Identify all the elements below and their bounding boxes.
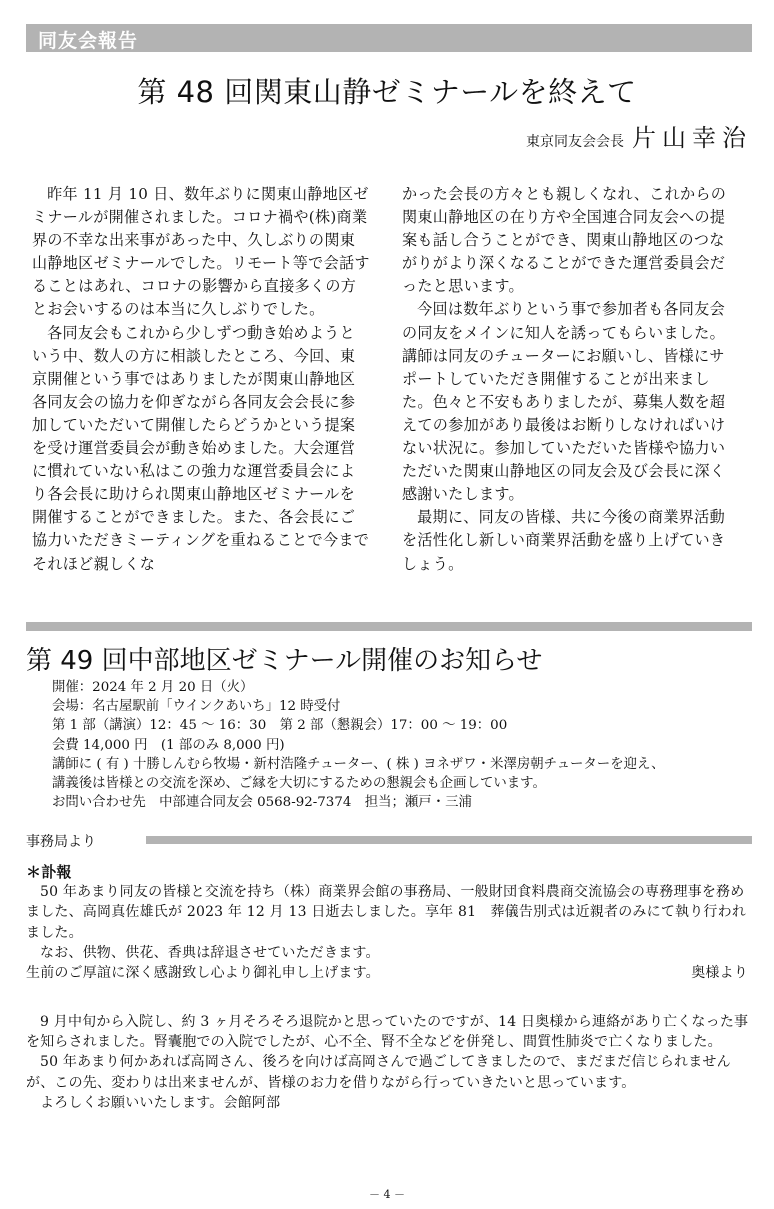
article-column-right [402,183,740,576]
paragraph: 各同友会もこれから少しずつ動き始めようという中、数人の方に相談したところ、今回、東京開催という事ではありましたが関東山静地区各同友会の協力を仰ぎながら各同友会会長に参加していただいて開催したらどうかという提案を受け運営委員会が動き始めました。大会運営に慣れていない私はこの強力な運営委員会により各会長に助けられ関東山静地区ゼミナールを開催することができました。また、各会長にご協力いただきミーティングを重ねることで今までそれほど親しくな [32,323,370,573]
article-title: 第 48 回関東山静ゼミナールを終えて [137,75,637,109]
notice-line: 会費 14,000 円 (1 部のみ 8,000 円) [52,737,285,753]
paragraph: 50 年あまり何かあれば高岡さん、後ろを向けば高岡さんで過ごしてきましたので、まだまだ信じられませんが、この先、変わりは出来ませんが、皆様のお力を借りながら行っていきたいと思っています。 [26,1054,731,1091]
obituary-heading: ＊訃報 [26,863,72,881]
closing-line: 生前のご厚誼に深く感謝致し心より御礼申し上げます。 [26,965,380,982]
page-number: － 4 － [369,1188,405,1201]
notice-line: 開催：2024 年 2 月 20 日（火） [52,680,254,695]
article-column-left [32,183,370,576]
section-label: 同友会報告 [38,30,139,52]
obituary-block [26,862,754,983]
notice-line: 講師に ( 有 ) 十勝しんむら牧場・新村浩隆チューター、( 株 ) ヨネザワ・米澤房朝チューターを迎え、 [52,756,665,772]
author-role: 東京同友会会長 [526,134,624,150]
office-rule [146,836,752,844]
office-label: 事務局より [26,834,96,850]
author-name: 片山幸治 [632,124,752,152]
paragraph: なお、供物、供花、香典は辞退させていただきます。 [40,944,380,961]
notice-line: お問い合わせ先 中部連合同友会 0568-92-7374 担当；瀬戸・三浦 [52,795,472,811]
paragraph [26,963,754,983]
paragraph: よろしくお願いいたします。会館阿部 [40,1094,281,1111]
paragraph: 今回は数年ぶりという事で参加者も各同友会の同友をメインに知人を誘ってもらいました。講師は同友のチューターにお願いし、皆様にサポートしていただき開催することが出来ました。色々と不安もありましたが、募集人数を超えての参加があり最後はお断りしなければいけない状況に。参加していただいた皆様や協力いただいた関東山静地区の同友会及び会長に深く感謝いたします。 [402,300,726,504]
signature: 奥様より [691,965,748,982]
notice-line: 講義後は皆様との交流を深め、ご縁を大切にするための懇親会も企画しています。 [52,776,546,792]
seminar-notice [52,678,665,812]
paragraph: かった会長の方々とも親しくなれ、これからの関東山静地区の在り方や全国連合同友会への提案も話し合うことができ、関東山静地区のつながりがより深くなることができた運営委員会だったと思います。 [402,185,727,296]
section-header-bar [26,24,752,52]
divider [26,622,752,631]
notice-line: 第 1 部（講演）12：45 ～ 16：30 第 2 部（懇親会）17：00 ～ 19：00 [52,718,508,734]
paragraph: 9 月中旬から入院し、約 3 ヶ月そろそろ退院かと思っていたのですが、14 日奥様から連絡があり亡くなった事を知らされました。腎囊胞での入院でしたが、心不全、腎不全などを併発し、間質性肺炎で亡くなりました。 [26,1014,749,1051]
author-line [526,118,752,153]
notice-title: 第 49 回中部地区ゼミナール開催のお知らせ [26,646,543,676]
paragraph: 50 年あまり同友の皆様と交流を持ち（株）商業界会館の事務局、一般財団食料農商交流協会の専務理事を務めました、高岡真佐雄氏が 2023 年 12 月 13 日逝去しました。享年 81 葬儀告別式は近親者のみにて執り行われました。 [26,884,747,941]
message-block [26,1012,754,1113]
paragraph: 昨年 11 月 10 日、数年ぶりに関東山静地区ゼミナールが開催されました。コロナ禍や(株)商業界の不幸な出来事があった中、久しぶりの関東山静地区ゼミナールでした。リモート等で会話することはあれ、コロナの影響から直接多くの方とお会いするのは本当に久しぶりでした。 [32,185,370,319]
paragraph: 最期に、同友の皆様、共に今後の商業界活動を活性化し新しい商業界活動を盛り上げていきしょう。 [402,508,726,573]
office-header [26,830,752,850]
notice-line: 会場：名古屋駅前「ウインクあいち」12 時受付 [52,699,341,715]
